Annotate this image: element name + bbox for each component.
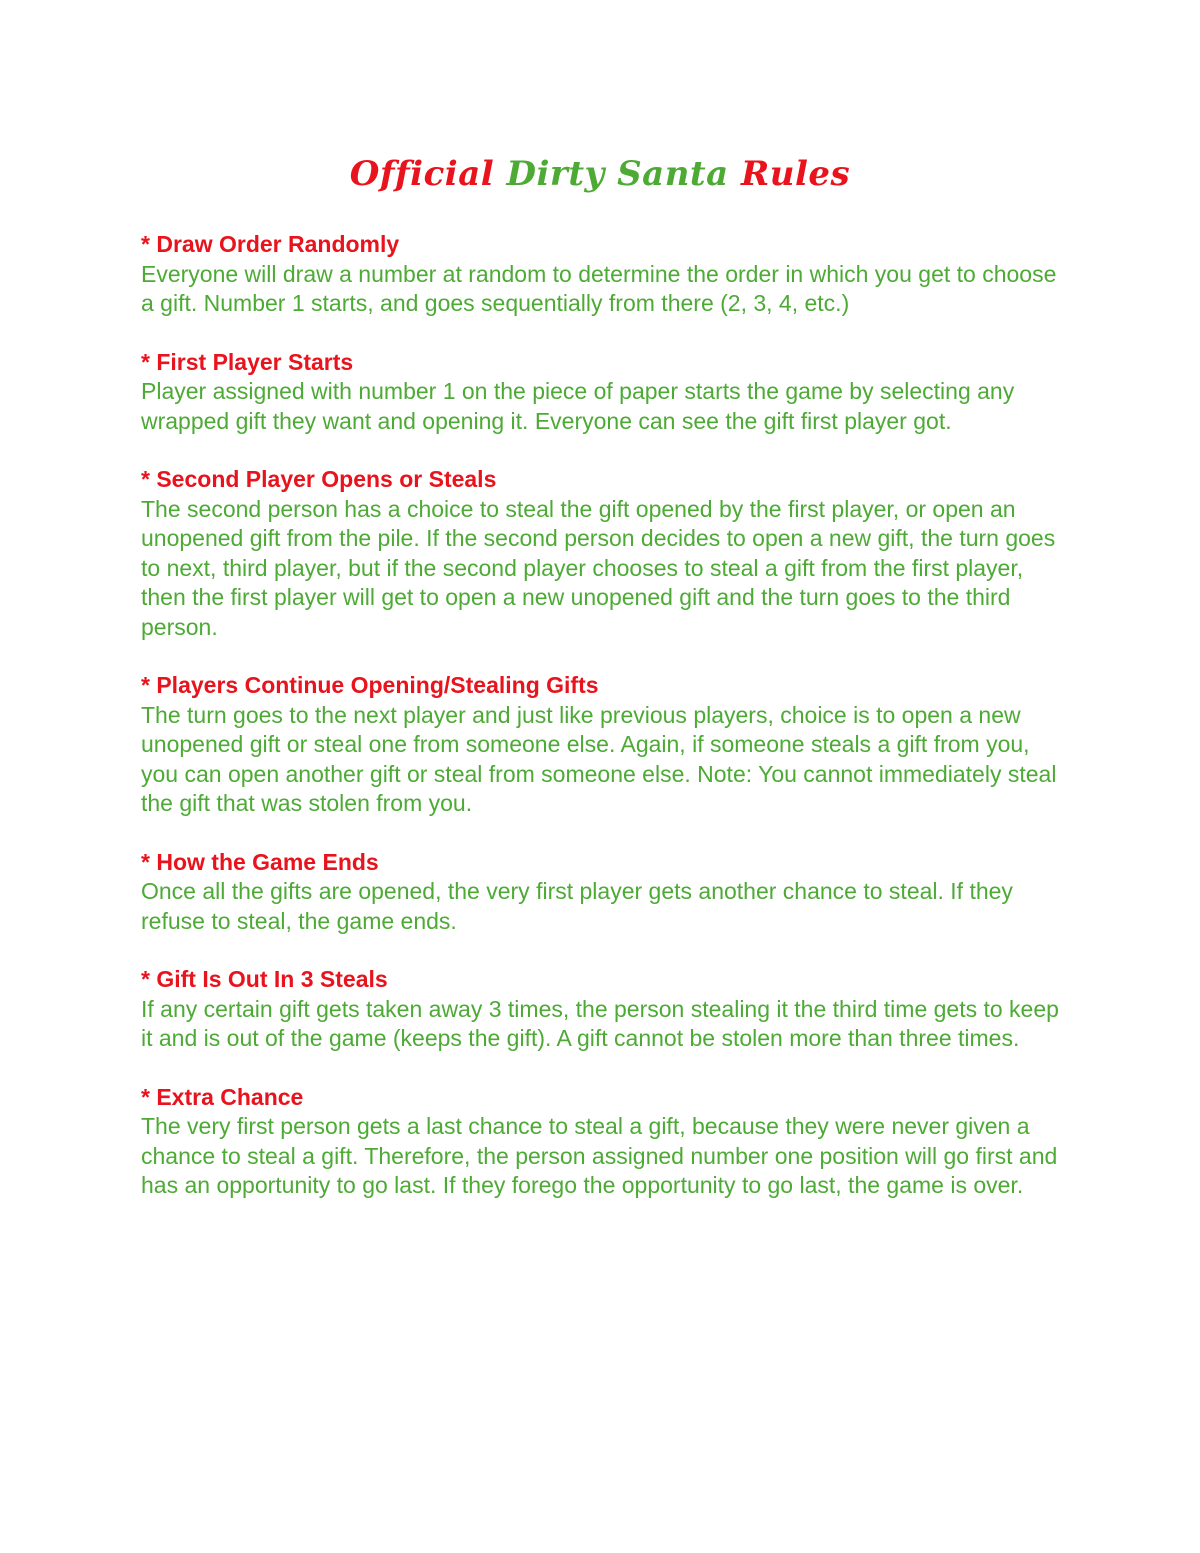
rule-body: If any certain gift gets taken away 3 times, the person stealing it the third time gets to keep it and is out of the game (keeps the gift). A gift cannot be stolen more than three times. bbox=[141, 995, 1059, 1051]
rule-first-player bbox=[141, 348, 1066, 437]
title-word-dirty: Dirty bbox=[506, 154, 605, 194]
rule-heading: * Extra Chance bbox=[141, 1083, 304, 1110]
rule-heading: * Gift Is Out In 3 Steals bbox=[141, 966, 388, 992]
title-word-santa: Santa bbox=[617, 154, 729, 194]
rule-body: The turn goes to the next player and just like previous players, choice is to open a new unopened gift or steal one from someone else. Again, if someone steals a gift from you, you can open another gift or steal from someone else. Note: You cannot immediately steal the gift that was stolen from you. bbox=[141, 701, 1057, 816]
rule-body: The second person has a choice to steal the gift opened by the first player, or open an unopened gift from the pile. If the second person decides to open a new gift, the turn goes to next, third player, but if the second player chooses to steal a gift from the first player, then the first player will get to open a new unopened gift and the turn goes to the third person. bbox=[141, 495, 1056, 640]
rule-heading: * First Player Starts bbox=[141, 348, 354, 375]
rule-heading: * Second Player Opens or Steals bbox=[141, 466, 497, 492]
rule-draw-order bbox=[141, 230, 1066, 319]
title-word-rules: Rules bbox=[741, 154, 851, 194]
rule-heading: * How the Game Ends bbox=[141, 848, 379, 875]
rule-second-player bbox=[141, 465, 1066, 642]
rule-body: Once all the gifts are opened, the very first player gets another chance to steal. If they refuse to steal, the game ends. bbox=[141, 878, 1013, 934]
rules-list bbox=[141, 230, 1066, 1230]
page-title bbox=[0, 150, 1200, 198]
rule-three-steals bbox=[141, 965, 1066, 1054]
rule-body: The very first person gets a last chance to steal a gift, because they were never given a chance to steal a gift. Therefore, the person assigned number one position will go first and has an opportunity to go last. If they forego the opportunity to go last, the game is over. bbox=[141, 1113, 1058, 1198]
rule-extra-chance bbox=[141, 1083, 1066, 1201]
rule-game-ends bbox=[141, 848, 1066, 937]
rule-heading: * Players Continue Opening/Stealing Gifts bbox=[141, 672, 599, 698]
rule-body: Everyone will draw a number at random to determine the order in which you get to choose a gift. Number 1 starts, and goes sequentially from there (2, 3, 4, etc.) bbox=[141, 260, 1057, 316]
rule-body: Player assigned with number 1 on the piece of paper starts the game by selecting any wrapped gift they want and opening it. Everyone can see the gift first player got. bbox=[141, 378, 1015, 434]
title-word-official: Official bbox=[349, 154, 495, 194]
rule-players-continue bbox=[141, 671, 1066, 819]
rule-heading: * Draw Order Randomly bbox=[141, 231, 400, 257]
